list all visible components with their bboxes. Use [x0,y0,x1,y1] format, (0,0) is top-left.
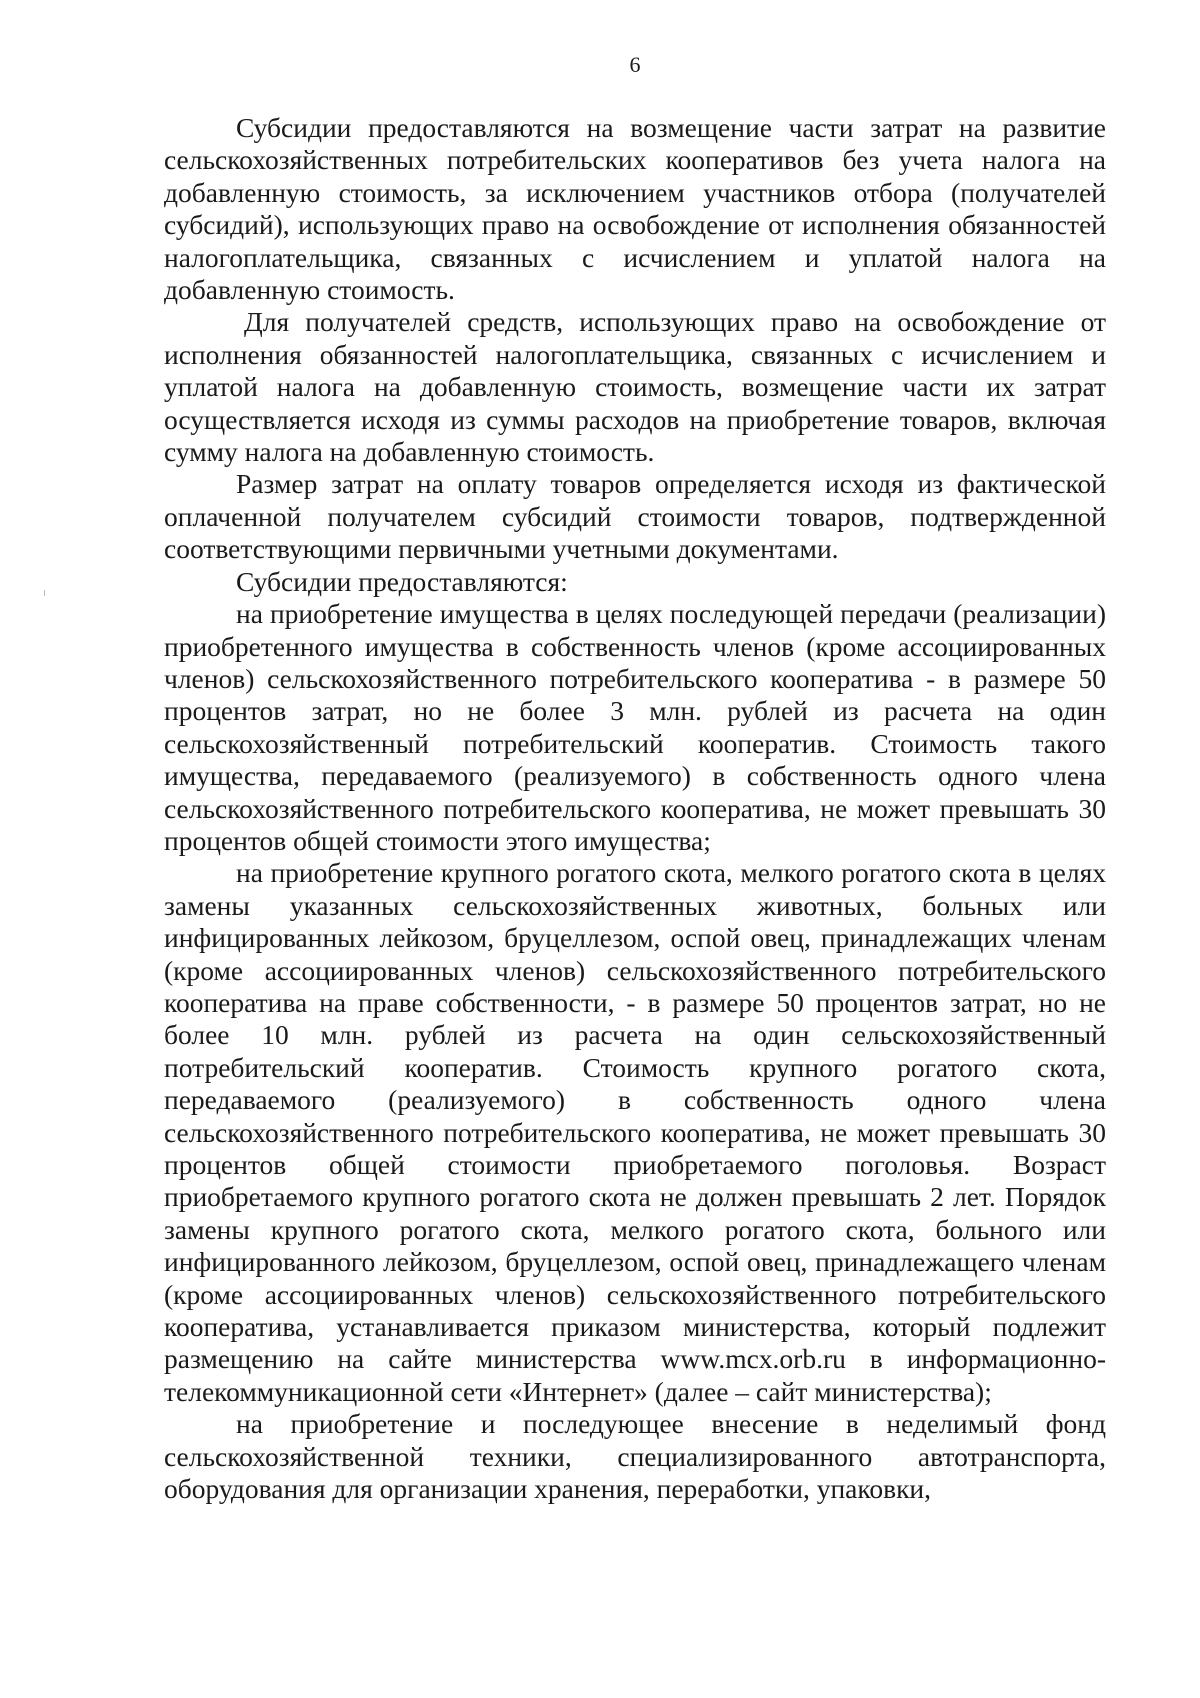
paragraph-cost-determination: Размер затрат на оплату товаров определяется исходя из фактической оплаченной получателем субсидий стоимости товаров, подтвержденной соответствующими первичными учетными документами. [164,468,1106,565]
paragraph-vat-exempt-recipients: Для получателей средств, использующих право на освобождение от исполнения обязанностей налогоплательщика, связанных с исчислением и уплатой налога на добавленную стоимость, возмещение части их затрат осуществляется исходя из суммы расходов на приобретение товаров, включая сумму налога на добавленную стоимость. [164,306,1106,468]
document-body [164,112,1106,1505]
paragraph-subsidy-vat: Субсидии предоставляются на возмещение части затрат на развитие сельскохозяйственных потребительских кооперативов без учета налога на добавленную стоимость, за исключением участников отбора (получателей субсидий), использующих право на освобождение от исполнения обязанностей налогоплательщика, связанных с исчислением и уплатой налога на добавленную стоимость. [164,112,1106,306]
paragraph-equipment-acquisition: на приобретение и последующее внесение в неделимый фонд сельскохозяйственной техники, специализированного автотранспорта, оборудования для организации хранения, переработки, упаковки, [164,1408,1106,1505]
paragraph-property-acquisition: на приобретение имущества в целях последующей передачи (реализации) приобретенного имущества в собственность членов (кроме ассоциированных членов) сельскохозяйственного потребительского кооператива - в размере 50 процентов затрат, но не более 3 млн. рублей из расчета на один сельскохозяйственный потребительский кооператив. Стоимость такого имущества, передаваемого (реализуемого) в собственность одного члена сельскохозяйственного потребительского кооператива, не может превышать 30 процентов общей стоимости этого имущества; [164,598,1106,856]
scan-margin-mark [44,590,45,596]
paragraph-subsidies-provided: Субсидии предоставляются: [236,565,568,597]
paragraph-cattle-replacement: на приобретение крупного рогатого скота, мелкого рогатого скота в целях замены указанных сельскохозяйственных животных, больных или инфицированных лейкозом, бруцеллезом, оспой овец, принадлежащих членам (кроме ассоциированных членов) сельскохозяйственного потребительского кооператива на праве собственности, - в размере 50 процентов затрат, но не более 10 млн. рублей из расчета на один сельскохозяйственный потребительский кооператив. Стоимость крупного рогатого скота, передаваемого (реализуемого) в собственность одного члена сельскохозяйственного потребительского кооператива, не может превышать 30 процентов общей стоимости приобретаемого поголовья. Возраст приобретаемого крупного рогатого скота не должен превышать 2 лет. Порядок замены крупного рогатого скота, мелкого рогатого скота, больного или инфицированного лейкозом, бруцеллезом, оспой овец, принадлежащего членам (кроме ассоциированных членов) сельскохозяйственного потребительского кооператива, устанавливается приказом министерства, который подлежит размещению на сайте министерства www.mcx.orb.ru в информационно-телекоммуникационной сети «Интернет» (далее – сайт министерства); [164,857,1106,1407]
page-number: 6 [629,52,641,77]
